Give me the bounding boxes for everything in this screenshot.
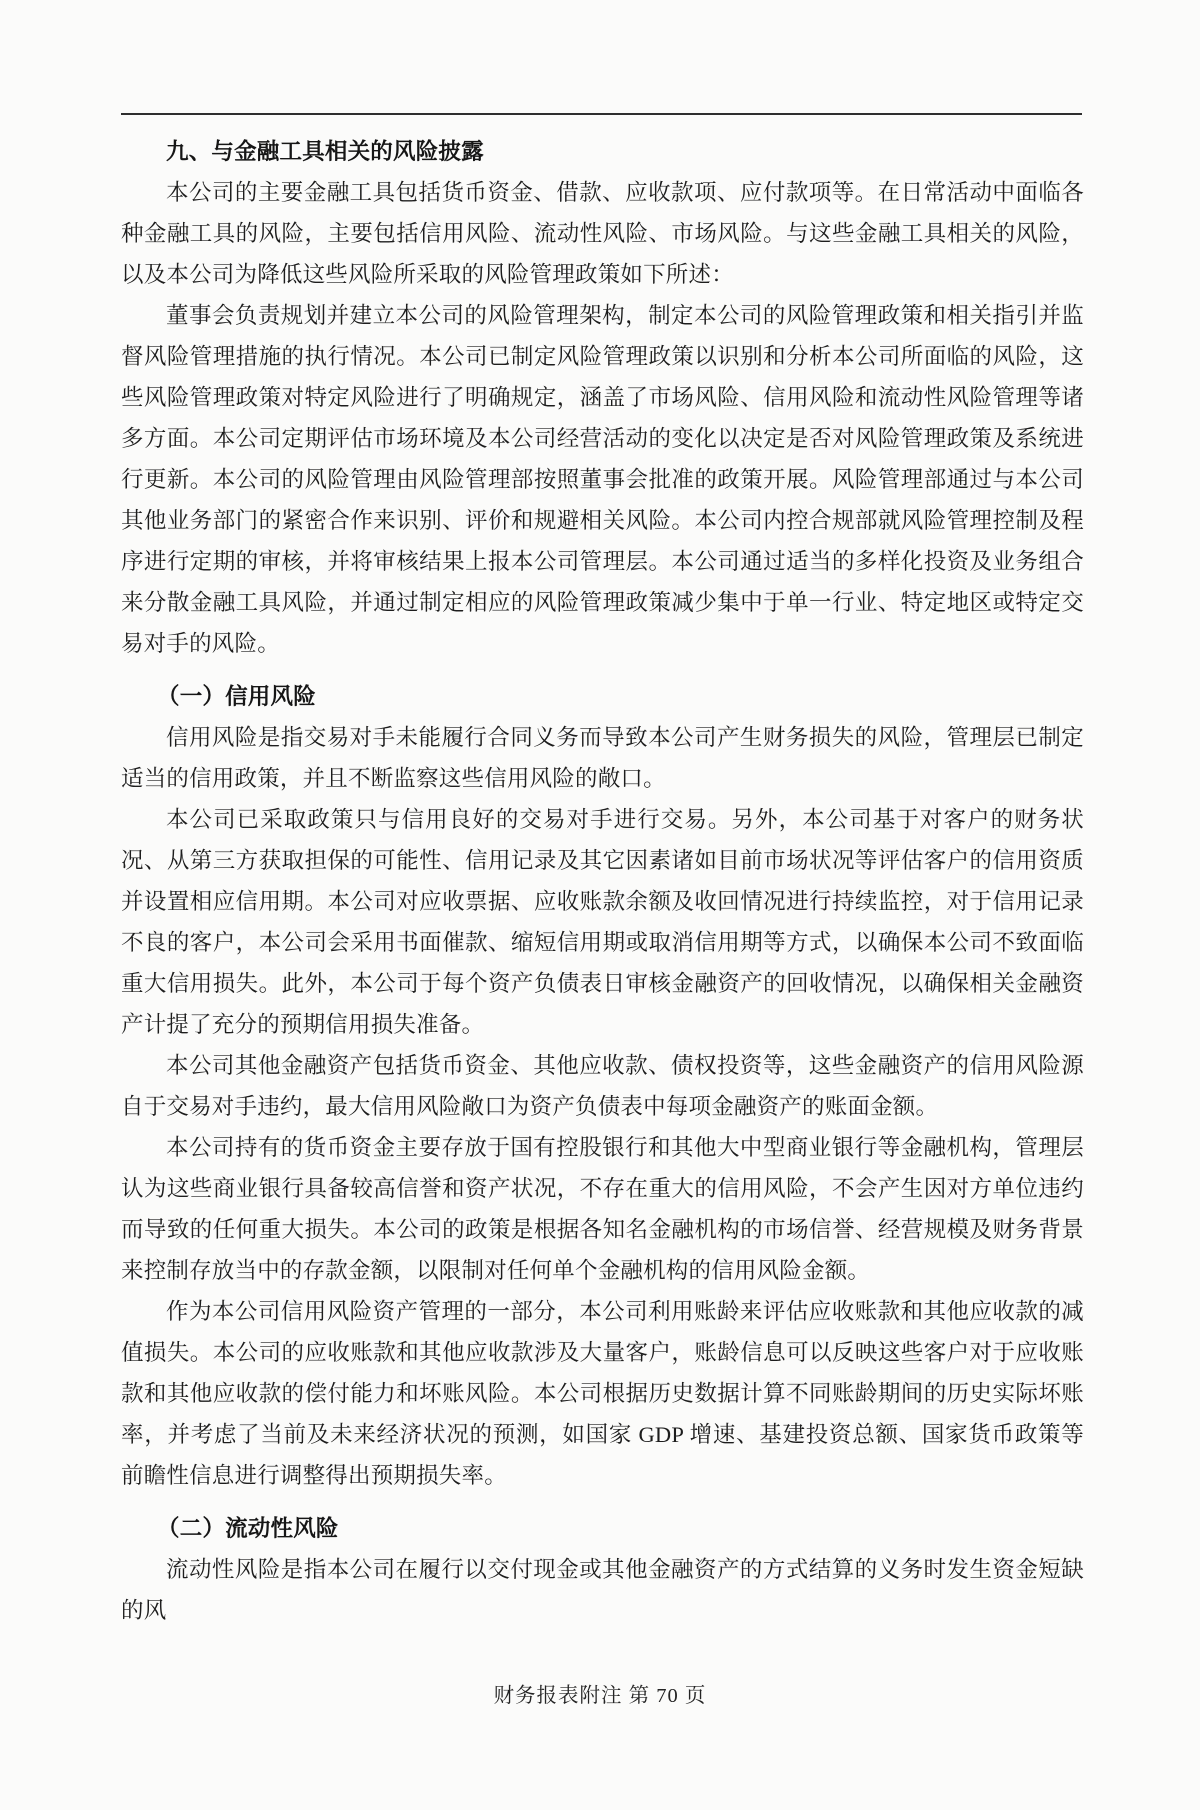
credit-risk-paragraph-3: 本公司其他金融资产包括货币资金、其他应收款、债权投资等，这些金融资产的信用风险源自于交易对手违约，最大信用风险敞口为资产负债表中每项金融资产的账面金额。 bbox=[121, 1053, 1084, 1119]
credit-risk-paragraph-2: 本公司已采取政策只与信用良好的交易对手进行交易。另外，本公司基于对客户的财务状况、从第三方获取担保的可能性、信用记录及其它因素诸如目前市场状况等评估客户的信用资质并设置相应信用期。本公司对应收票据、应收账款余额及收回情况进行持续监控，对于信用记录不良的客户，本公司会采用书面催款、缩短信用期或取消信用期等方式，以确保本公司不致面临重大信用损失。此外，本公司于每个资产负债表日审核金融资产的回收情况，以确保相关金融资产计提了充分的预期信用损失准备。 bbox=[121, 807, 1084, 1037]
credit-risk-paragraph-1: 信用风险是指交易对手未能履行合同义务而导致本公司产生财务损失的风险，管理层已制定适当的信用政策，并且不断监察这些信用风险的敞口。 bbox=[121, 725, 1084, 791]
credit-risk-paragraph-5: 作为本公司信用风险资产管理的一部分，本公司利用账龄来评估应收账款和其他应收款的减值损失。本公司的应收账款和其他应收款涉及大量客户，账龄信息可以反映这些客户对于应收账款和其他应收款的偿付能力和坏账风险。本公司根据历史数据计算不同账龄期间的历史实际坏账率，并考虑了当前及未来经济状况的预测，如国家 GDP 增速、基建投资总额、国家货币政策等前瞻性信息进行调整得出预期损失率。 bbox=[121, 1299, 1084, 1488]
header-rule bbox=[121, 113, 1082, 115]
document-page bbox=[0, 113, 1200, 1810]
intro-paragraph-2: 董事会负责规划并建立本公司的风险管理架构，制定本公司的风险管理政策和相关指引并监督风险管理措施的执行情况。本公司已制定风险管理政策以识别和分析本公司所面临的风险，这些风险管理政策对特定风险进行了明确规定，涵盖了市场风险、信用风险和流动性风险管理等诸多方面。本公司定期评估市场环境及本公司经营活动的变化以决定是否对风险管理政策及系统进行更新。本公司的风险管理由风险管理部按照董事会批准的政策开展。风险管理部通过与本公司其他业务部门的紧密合作来识别、评价和规避相关风险。本公司内控合规部就风险管理控制及程序进行定期的审核，并将审核结果上报本公司管理层。本公司通过适当的多样化投资及业务组合来分散金融工具风险，并通过制定相应的风险管理政策减少集中于单一行业、特定地区或特定交易对手的风险。 bbox=[121, 303, 1084, 656]
credit-risk-paragraph-4: 本公司持有的货币资金主要存放于国有控股银行和其他大中型商业银行等金融机构，管理层认为这些商业银行具备较高信誉和资产状况，不存在重大的信用风险，不会产生因对方单位违约而导致的任何重大损失。本公司的政策是根据各知名金融机构的市场信誉、经营规模及财务背景来控制存放当中的存款金额，以限制对任何单个金融机构的信用风险金额。 bbox=[121, 1135, 1084, 1283]
subsection-heading-credit-risk: （一）信用风险 bbox=[157, 684, 316, 709]
document-content bbox=[121, 131, 1084, 1631]
page-footer bbox=[0, 1679, 1200, 1713]
footer-page-label: 财务报表附注 第 70 页 bbox=[493, 1685, 707, 1707]
liquidity-risk-paragraph-1: 流动性风险是指本公司在履行以交付现金或其他金融资产的方式结算的义务时发生资金短缺的风 bbox=[121, 1557, 1084, 1623]
section-heading: 九、与金融工具相关的风险披露 bbox=[166, 139, 484, 164]
intro-paragraph-1: 本公司的主要金融工具包括货币资金、借款、应收款项、应付款项等。在日常活动中面临各种金融工具的风险，主要包括信用风险、流动性风险、市场风险。与这些金融工具相关的风险，以及本公司为降低这些风险所采取的风险管理政策如下所述： bbox=[121, 180, 1084, 287]
subsection-heading-liquidity-risk: （二）流动性风险 bbox=[157, 1516, 339, 1541]
